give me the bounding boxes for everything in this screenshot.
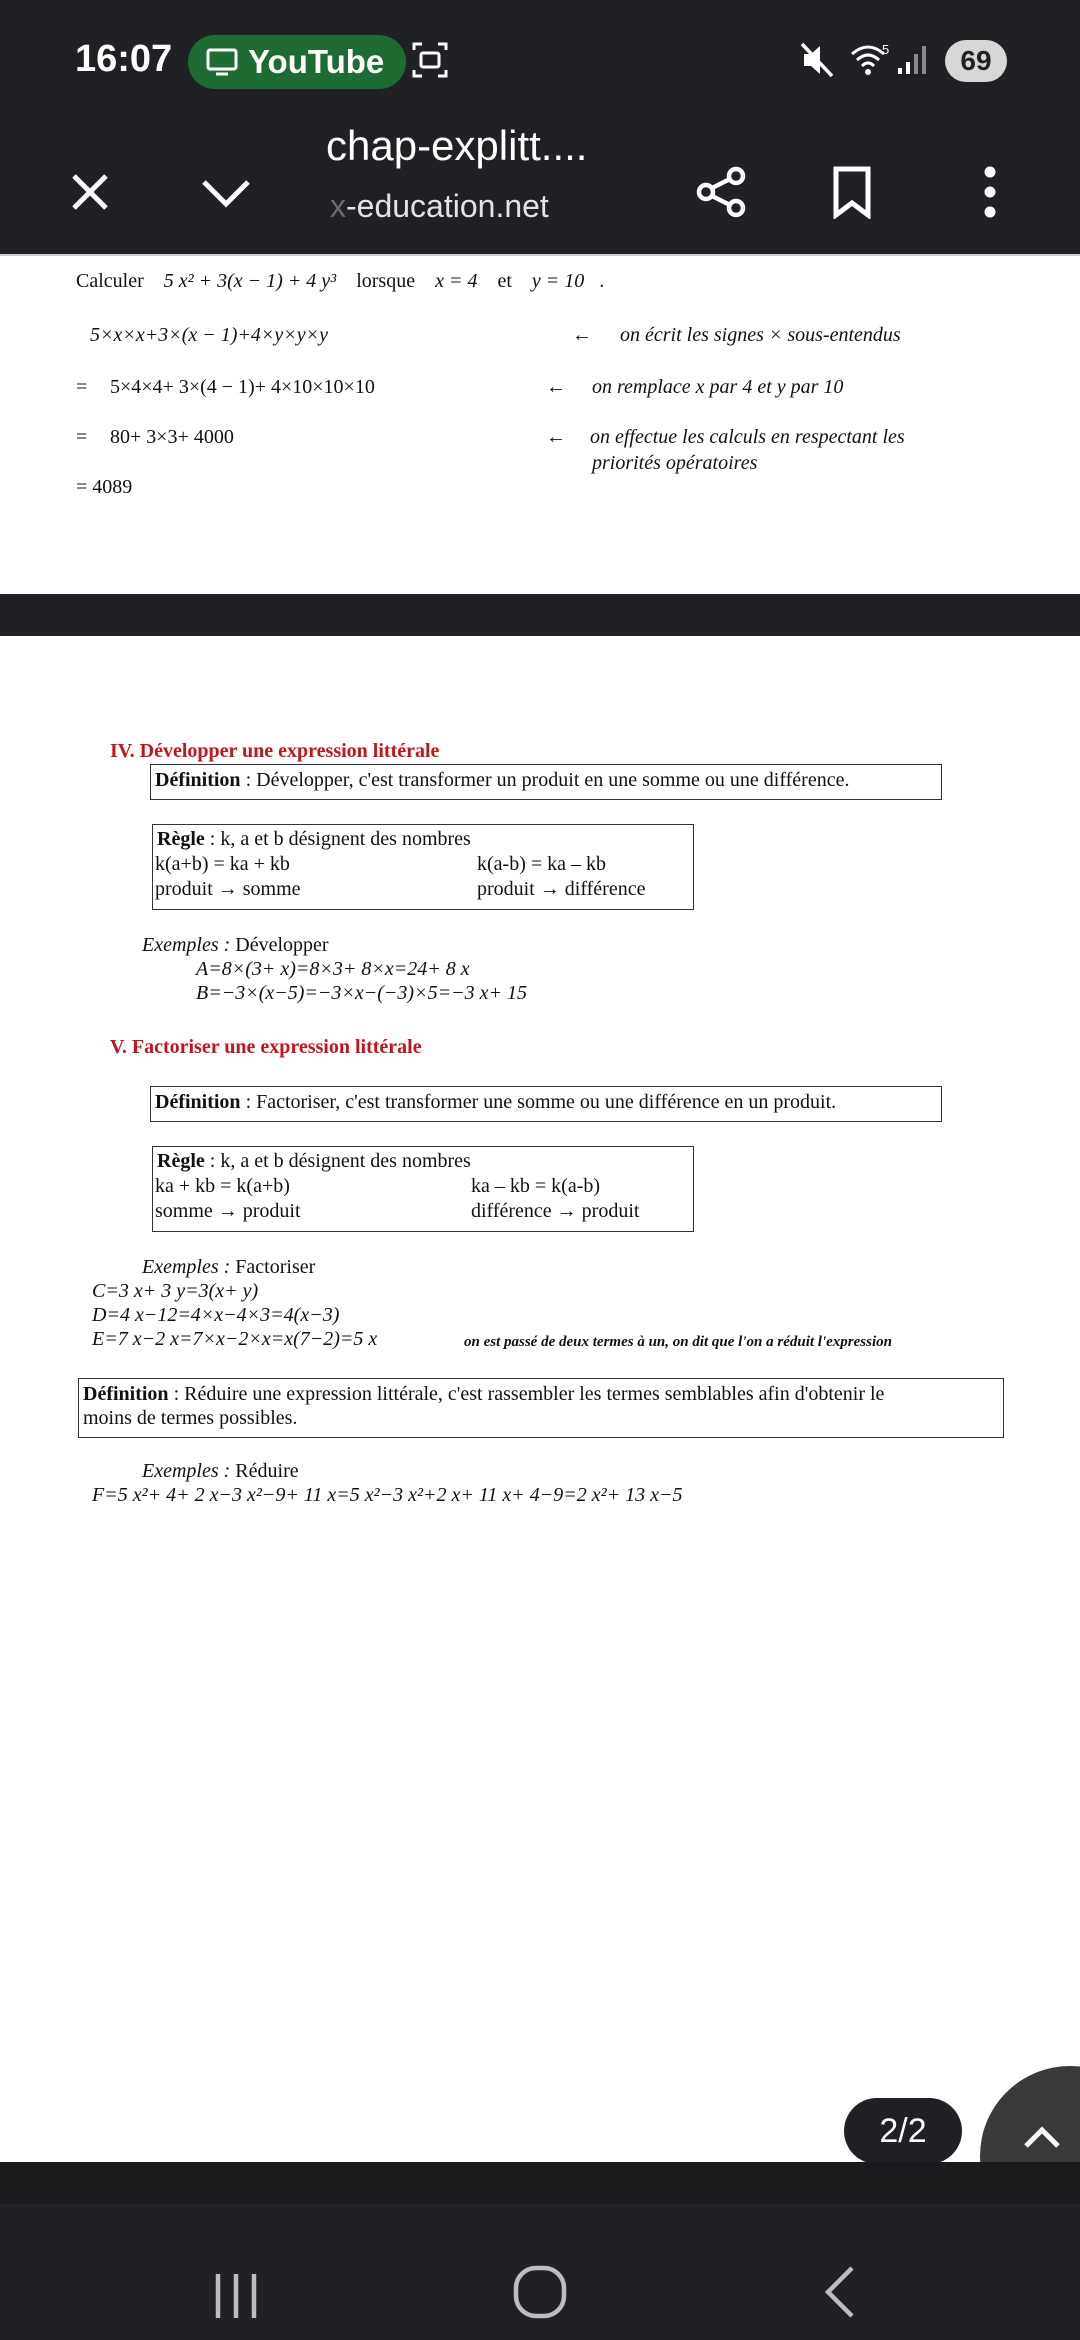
step-3-equals: = <box>76 426 88 448</box>
page-title[interactable]: chap-explitt.... <box>326 122 588 169</box>
calc-result: = 4089 <box>76 476 133 498</box>
examples-label: Exemples : <box>142 934 231 956</box>
collapse-button[interactable] <box>196 164 256 220</box>
section-4-title: IV. Développer une expression littérale <box>110 740 440 762</box>
rule-right-2: produit → différence <box>477 878 646 900</box>
rule-left-2: produit → somme <box>155 878 301 900</box>
definition-label: Définition <box>155 1091 241 1113</box>
share-button[interactable] <box>690 160 754 224</box>
step-1-comment: on écrit les signes × sous-entendus <box>620 324 901 346</box>
step-3-comment-2: priorités opératoires <box>592 452 758 474</box>
calc-word: Calculer <box>76 270 144 292</box>
section-5-rule-box <box>152 1146 694 1232</box>
bookmark-button[interactable] <box>822 160 882 224</box>
calc-and: et <box>497 270 512 292</box>
signal-icon <box>896 38 932 82</box>
definition-text: : Réduire une expression littérale, c'est rassembler les termes semblables afin d'obtenir le <box>168 1383 885 1405</box>
example-d: D=4 x−12=4×x−4×3=4(x−3) <box>92 1304 340 1326</box>
screenshot-icon <box>410 38 450 82</box>
section-5-definition <box>155 1091 836 1114</box>
rule-right-2: différence → produit <box>471 1200 640 1222</box>
wifi-icon <box>848 38 892 82</box>
chevron-down-icon <box>200 176 252 208</box>
close-icon <box>68 170 112 214</box>
section-4-definition <box>155 769 849 792</box>
step-3-comment: on effectue les calculs en respectant les <box>590 426 905 448</box>
section-4-definition-box <box>150 764 942 800</box>
calc-y-value: y = 10 <box>531 270 585 292</box>
bookmark-icon <box>830 165 874 219</box>
calc-expression: 5 x² + 3(x − 1) + 4 y³ <box>163 270 337 292</box>
recents-icon[interactable] <box>206 2268 266 2324</box>
examples-label: Exemples : <box>142 1256 231 1278</box>
example-a: A=8×(3+ x)=8×3+ 8×x=24+ 8 x <box>196 958 470 980</box>
reduce-definition-box <box>78 1378 1004 1438</box>
examples-label: Exemples : <box>142 1460 231 1482</box>
more-vert-icon <box>980 164 1000 220</box>
section-4-rule-box <box>152 824 694 910</box>
definition-label: Définition <box>83 1383 169 1405</box>
youtube-notification-pill[interactable] <box>188 35 406 89</box>
back-icon[interactable] <box>818 2264 862 2320</box>
section-4-examples <box>142 934 329 957</box>
rule-label: Règle <box>157 1150 205 1172</box>
step-3-expr: 80+ 3×3+ 4000 <box>110 426 234 448</box>
step-2-expr: 5×4×4+ 3×(4 − 1)+ 4×10×10×10 <box>110 376 375 398</box>
examples-text: Développer <box>230 934 329 956</box>
examples-text: Factoriser <box>230 1256 316 1278</box>
rule-right-1: ka – kb = k(a-b) <box>471 1175 601 1197</box>
rule-right-1: k(a-b) = ka – kb <box>477 853 607 875</box>
calc-x-value: x = 4 <box>435 270 478 292</box>
rule-text: : k, a et b désignent des nombres <box>204 828 471 850</box>
nav-strip <box>0 2162 1080 2204</box>
example-e-note: on est passé de deux termes à un, on dit que l'on a réduit l'expression <box>464 1334 892 1350</box>
step-2-comment: on remplace x par 4 et y par 10 <box>592 376 844 398</box>
page-domain-text: -education.net <box>346 188 549 224</box>
examples-text: Réduire <box>230 1460 299 1482</box>
page-domain-faded: x <box>330 188 346 224</box>
section-4-rule <box>157 828 471 851</box>
mute-icon <box>798 38 838 82</box>
section-5-definition-box <box>150 1086 942 1122</box>
step-2-equals: = <box>76 376 88 398</box>
rule-left-1: k(a+b) = ka + kb <box>155 853 290 875</box>
step-1-arrow: ← <box>572 324 592 346</box>
page-domain <box>330 188 549 225</box>
section-5-rule <box>157 1150 471 1173</box>
tv-icon <box>206 47 238 77</box>
calc-end: . <box>599 270 605 292</box>
more-options-button[interactable] <box>962 160 1018 224</box>
status-time: 16:07 <box>75 38 173 80</box>
section-5-examples <box>142 1256 315 1279</box>
rule-label: Règle <box>157 828 205 850</box>
close-button[interactable] <box>62 164 118 220</box>
share-icon <box>694 164 750 220</box>
reduce-examples <box>142 1460 299 1483</box>
example-b: B=−3×(x−5)=−3×x−(−3)×5=−3 x+ 15 <box>196 982 527 1004</box>
reduce-definition-line-2: moins de termes possibles. <box>83 1407 298 1429</box>
calc-line <box>76 270 604 293</box>
youtube-label: YouTube <box>248 43 385 80</box>
rule-text: : k, a et b désignent des nombres <box>204 1150 471 1172</box>
home-icon[interactable] <box>510 2262 570 2322</box>
definition-label: Définition <box>155 769 241 791</box>
section-5-title: V. Factoriser une expression littérale <box>110 1036 422 1058</box>
rule-left-2: somme → produit <box>155 1200 301 1222</box>
example-c: C=3 x+ 3 y=3(x+ y) <box>92 1280 259 1302</box>
reduce-definition <box>83 1383 884 1406</box>
svg-text:5: 5 <box>882 42 890 57</box>
browser-toolbar <box>0 122 1080 256</box>
rule-left-1: ka + kb = k(a+b) <box>155 1175 290 1197</box>
step-2-arrow: ← <box>546 376 566 398</box>
page-separator <box>0 594 1080 636</box>
example-e: E=7 x−2 x=7×x−2×x=x(7−2)=5 x <box>92 1328 378 1350</box>
definition-text: : Développer, c'est transformer un produit en une somme ou une différence. <box>240 769 850 791</box>
navigation-bar <box>0 2162 1080 2340</box>
example-f: F=5 x²+ 4+ 2 x−3 x²−9+ 11 x=5 x²−3 x²+2 x+ 11 x+ 4−9=2 x²+ 13 x−5 <box>92 1484 683 1506</box>
definition-text: : Factoriser, c'est transformer une somme ou une différence en un produit. <box>240 1091 837 1113</box>
calc-when: lorsque <box>356 270 416 292</box>
battery-level: 69 <box>945 40 1007 82</box>
step-1-expr: 5×x×x+3×(x − 1)+4×y×y×y <box>90 324 329 346</box>
pdf-document[interactable] <box>0 258 1080 2162</box>
step-3-arrow: ← <box>546 426 566 448</box>
status-bar <box>0 0 1080 122</box>
page-indicator: 2/2 <box>844 2098 962 2164</box>
